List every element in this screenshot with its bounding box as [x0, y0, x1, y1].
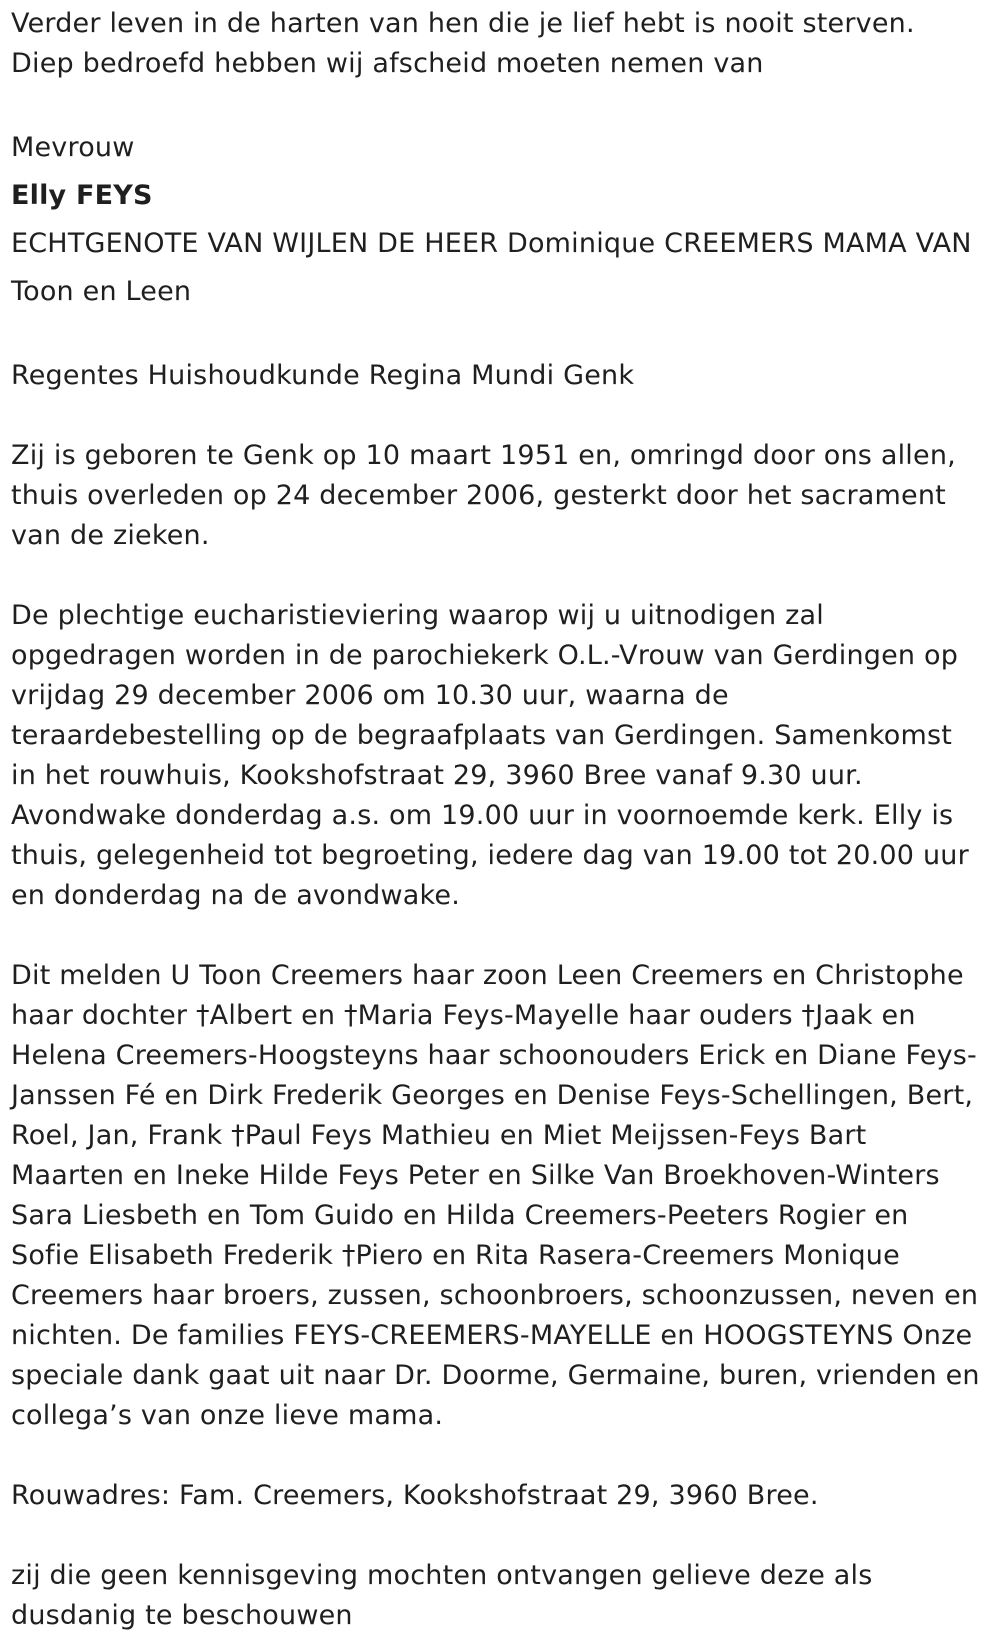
affiliation-text: Regentes Huishoudkunde Regina Mundi Genk: [11, 360, 635, 391]
spacer: [11, 916, 980, 956]
spacer: [11, 556, 980, 596]
relations-text: ECHTGENOTE VAN WIJLEN DE HEER Dominique CREEMERS MAMA VAN Toon en Leen: [11, 228, 972, 307]
mourning-address: Rouwadres: Fam. Creemers, Kookshofstraat 29, 3960 Bree.: [11, 1480, 819, 1511]
family-paragraph: Dit melden U Toon Creemers haar zoon Leen Creemers en Christophe haar dochter †Albert en †Maria Feys-Mayelle haar ouders †Jaak en Helena Creemers-Hoogsteyns haar schoonouders Erick en Diane Feys-Janssen Fé en Dirk Frederik Georges en Denise Feys-Schellingen, Bert, Roel, Jan, Frank †Paul Feys Mathieu en Miet Meijssen-Feys Bart Maarten en Ineke Hilde Feys Peter en Silke Van Broekhoven-Winters Sara Liesbeth en Tom Guido en Hilda Creemers-Peeters Rogier en Sofie Elisabeth Frederik †Piero en Rita Rasera-Creemers Monique Creemers haar broers, zussen, schoonbroers, schoonzussen, neven en nichten. De families FEYS-CREEMERS-MAYELLE en HOOGSTEYNS Onze speciale dank gaat uit naar Dr. Doorme, Germaine, buren, vrienden en collega’s van onze lieve mama.: [11, 960, 980, 1431]
intro-paragraph: Verder leven in de harten van hen die je lief hebt is nooit sterven. Diep bedroefd hebben wij afscheid moeten nemen van: [11, 8, 915, 79]
deceased-name: Elly FEYS: [11, 180, 153, 211]
spacer: [11, 84, 980, 124]
spacer: [11, 396, 980, 436]
salutation: Mevrouw: [11, 132, 135, 163]
spacer: [11, 1516, 980, 1556]
ceremony-paragraph: De plechtige eucharistieviering waarop wij u uitnodigen zal opgedragen worden in de parochiekerk O.L.-Vrouw van Gerdingen op vrijdag 29 december 2006 om 10.30 uur, waarna de teraardebestelling op de begraafplaats van Gerdingen. Samenkomst in het rouwhuis, Kookshofstraat 29, 3960 Bree vanaf 9.30 uur. Avondwake donderdag a.s. om 19.00 uur in voornoemde kerk. Elly is thuis, gelegenheid tot begroeting, iedere dag van 19.00 tot 20.00 uur en donderdag na de avondwake.: [11, 600, 969, 911]
spacer: [11, 316, 980, 356]
birth-death-paragraph: Zij is geboren te Genk op 10 maart 1951 en, omringd door ons allen, thuis overleden op 24 december 2006, gesterkt door het sacrament van de zieken.: [11, 440, 956, 551]
spacer: [11, 1436, 980, 1476]
closing-paragraph: zij die geen kennisgeving mochten ontvangen gelieve deze als dusdanig te beschouwen: [11, 1560, 873, 1631]
deceased-block: [11, 124, 980, 316]
